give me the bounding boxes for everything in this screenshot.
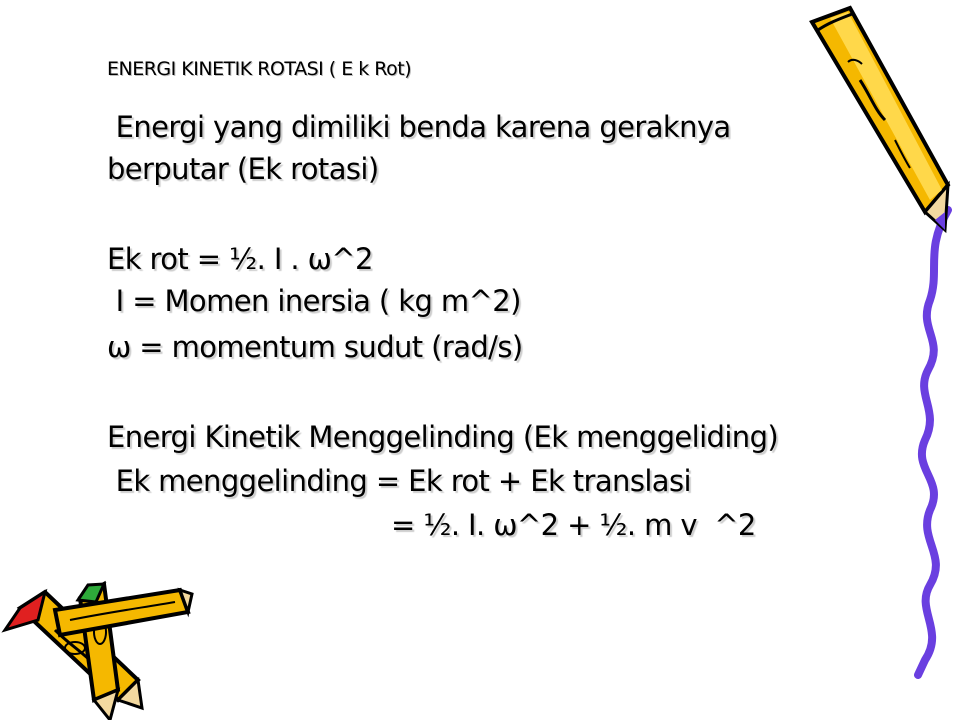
definition-line-2: berputar (Ek rotasi) <box>107 152 379 186</box>
formula-inertia-def: I = Momen inersia ( kg m^2) <box>107 284 521 318</box>
definition-line-1: Energi yang dimiliki benda karena geraknya <box>107 110 731 144</box>
rolling-energy-heading: Energi Kinetik Menggelinding (Ek menggeliding) <box>107 420 779 454</box>
formula-ek-rot: Ek rot = ½. I . ω^2 <box>107 242 373 276</box>
formula-omega-def: ω = momentum sudut (rad/s) <box>107 330 523 364</box>
purple-scribble-line <box>918 210 948 675</box>
pencil-icon-top-right <box>812 8 948 230</box>
slide-title: ENERGI KINETIK ROTASI ( E k Rot) <box>107 58 412 80</box>
rolling-energy-formula: Ek menggelinding = Ek rot + Ek translasi <box>107 464 691 498</box>
pencil-icon-bottom-left-c <box>55 590 192 635</box>
rolling-energy-expansion: = ½. I. ω^2 + ½. m v ^2 <box>391 508 756 542</box>
